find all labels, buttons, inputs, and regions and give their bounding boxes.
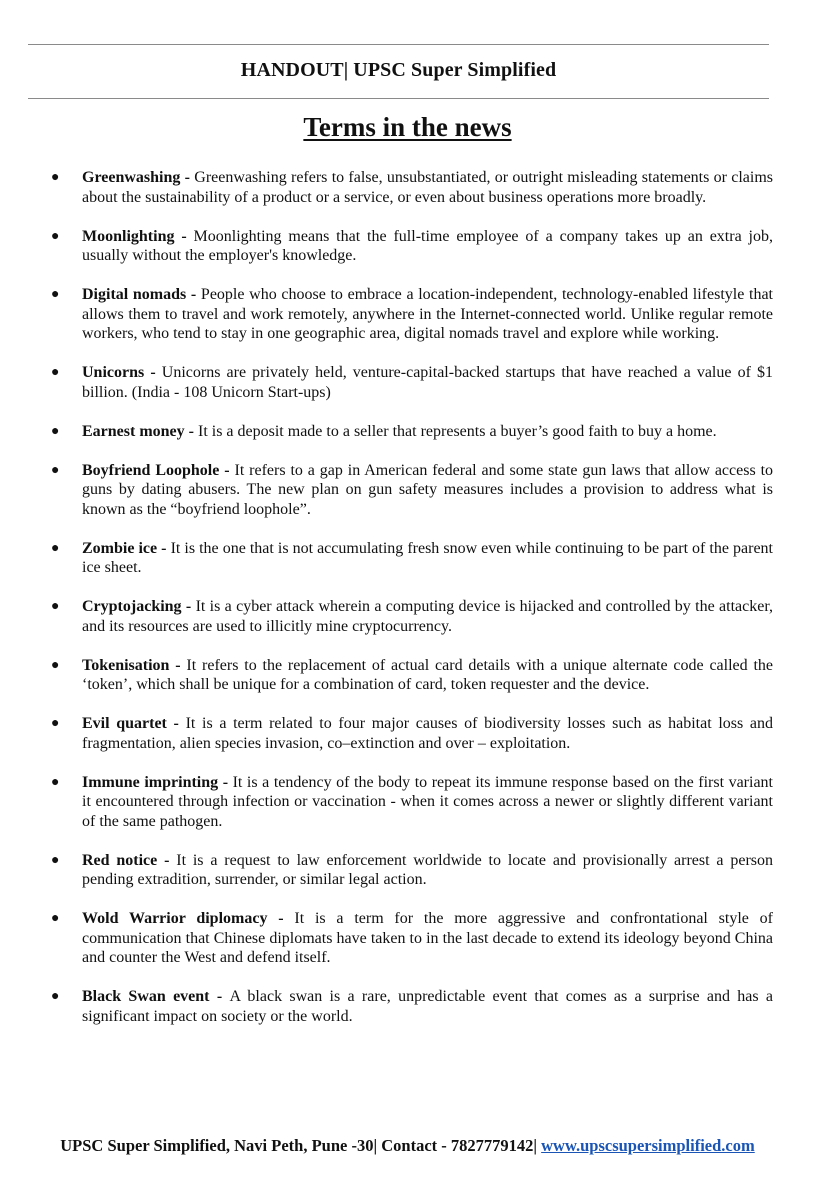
footer-contact-text: UPSC Super Simplified, Navi Peth, Pune -30| Contact - 7827779142|	[60, 1136, 542, 1155]
bullet-icon: ●	[51, 989, 60, 1004]
term-name: Moonlighting	[82, 227, 175, 245]
term-item	[0, 656, 815, 695]
term-name: Wold Warrior diplomacy	[82, 910, 268, 927]
term-definition: Unicorns are privately held, venture-capital-backed startups that have reached a value of $1 billion. (India - 108 Unicorn Start-ups)	[82, 364, 774, 401]
term-separator: -	[218, 773, 233, 791]
term-name: Zombie ice	[82, 539, 158, 557]
bullet-icon: ●	[51, 170, 60, 185]
term-separator: -	[184, 422, 198, 440]
term-separator: -	[267, 910, 295, 927]
footer	[0, 1135, 815, 1157]
term-separator: -	[209, 988, 230, 1005]
term-item	[0, 597, 815, 636]
term-definition: A black swan is a rare, unpredictable event that comes as a surprise and has a significant impact on society or the world.	[82, 988, 774, 1025]
bullet-icon: ●	[51, 462, 60, 478]
term-name: Cryptojacking	[82, 598, 182, 615]
header-bottom-rule	[28, 98, 769, 99]
bullet-icon: ●	[51, 423, 60, 439]
bullet-icon: ●	[51, 228, 60, 244]
term-name: Earnest money	[82, 422, 185, 440]
term-separator: -	[186, 286, 201, 303]
term-item	[0, 285, 815, 344]
term-separator: -	[166, 715, 186, 732]
term-definition: It refers to a gap in American federal and some state gun laws that allow access to guns by dating abusers. The new plan on gun safety measures includes a provision to address what is known as the “boyfriend loophole”.	[82, 461, 774, 518]
bullet-icon: ●	[51, 657, 60, 673]
term-item	[0, 987, 815, 1026]
header-top-rule	[28, 44, 769, 45]
term-separator: -	[181, 598, 196, 615]
term-separator: -	[174, 227, 194, 245]
term-item	[0, 773, 815, 832]
term-definition: It is a cyber attack wherein a computing device is hijacked and controlled by the attacker, and its resources are used to illicitly mine cryptocurrency.	[82, 598, 774, 635]
term-item	[0, 461, 815, 520]
term-definition: It is a deposit made to a seller that represents a buyer’s good faith to buy a home.	[197, 422, 717, 440]
term-name: Unicorns	[82, 364, 145, 381]
term-name: Black Swan event	[82, 988, 210, 1005]
term-definition: People who choose to embrace a location-independent, technology-enabled lifestyle that allows them to travel and work remotely, anywhere in the Internet-connected world. Unlike regular remote workers, who tend to stay in one geographic area, digital nomads travel and explore while working.	[82, 286, 773, 342]
term-separator: -	[157, 851, 177, 869]
term-separator: -	[180, 169, 195, 186]
term-definition: Greenwashing refers to false, unsubstantiated, or outright misleading statements or claims about the sustainability of a product or a service, or even about business operations more broadly.	[82, 169, 773, 206]
bullet-icon: ●	[51, 287, 60, 302]
handout-header-title: HANDOUT| UPSC Super Simplified	[240, 59, 557, 81]
term-item	[0, 539, 815, 578]
bullet-icon: ●	[51, 365, 60, 380]
bullet-icon: ●	[51, 911, 60, 926]
bullet-icon: ●	[51, 599, 60, 614]
document-title: Terms in the news	[303, 112, 512, 142]
term-name: Evil quartet	[82, 715, 167, 732]
term-separator: -	[144, 364, 162, 381]
term-item	[0, 714, 815, 753]
term-separator: -	[157, 539, 171, 557]
term-separator: -	[219, 461, 235, 479]
term-name: Digital nomads	[82, 286, 187, 303]
bullet-icon: ●	[51, 716, 60, 731]
bullet-icon: ●	[51, 774, 60, 790]
term-name: Red notice	[82, 851, 158, 869]
term-name: Greenwashing	[82, 169, 181, 186]
term-item	[0, 909, 815, 968]
term-definition: It is a request to law enforcement worldwide to locate and provisionally arrest a person pending extradition, surrender, or similar legal action.	[82, 851, 773, 888]
term-item	[0, 422, 815, 442]
term-definition: It is a tendency of the body to repeat its immune response based on the first variant it encountered through infection or vaccination - when it comes across a newer or slightly different variant of the same pathogen.	[82, 773, 773, 830]
bullet-icon: ●	[51, 540, 60, 556]
term-item	[0, 851, 815, 890]
term-definition: It is a term for the more aggressive and confrontational style of communication that Chinese diplomats have taken to in the last decade to extend its ideology beyond China and counter the West and defend itself.	[82, 910, 774, 966]
terms-list	[0, 168, 815, 1046]
term-item	[0, 227, 815, 266]
footer-website-link[interactable]: www.upscsupersimplified.com	[541, 1136, 755, 1155]
term-separator: -	[169, 656, 187, 674]
bullet-icon: ●	[51, 852, 60, 868]
term-definition: Moonlighting means that the full-time employee of a company takes up an extra job, usually without the employer's knowledge.	[82, 227, 773, 264]
term-name: Boyfriend Loophole	[82, 461, 220, 479]
term-definition: It is a term related to four major causes of biodiversity losses such as habitat loss and fragmentation, alien species invasion, co–extinction and over – exploitation.	[82, 715, 774, 752]
term-item	[0, 168, 815, 207]
term-definition: It is the one that is not accumulating fresh snow even while continuing to be part of the parent ice sheet.	[82, 539, 773, 576]
term-name: Tokenisation	[82, 656, 170, 674]
term-name: Immune imprinting	[82, 773, 219, 791]
term-definition: It refers to the replacement of actual card details with a unique alternate code called the ‘token’, which shall be unique for a combination of card, token requester and the device.	[82, 656, 774, 693]
term-item	[0, 363, 815, 402]
